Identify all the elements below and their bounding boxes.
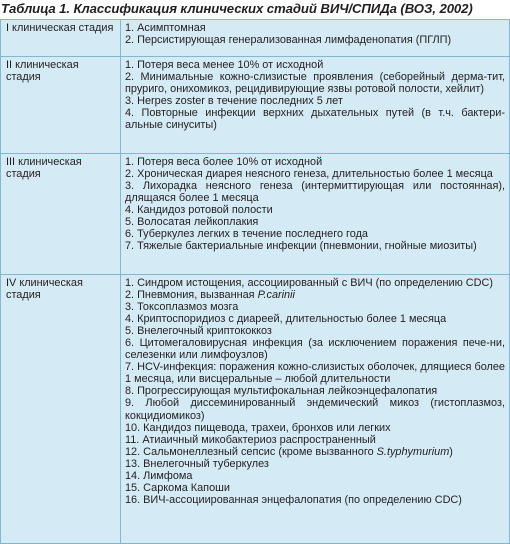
stage-items <box>125 22 505 46</box>
list-item: 4. Кандидоз ротовой полости <box>125 204 273 217</box>
stage-row <box>0 153 510 274</box>
list-item: 2. Хроническая диарея неясного генеза, длительностью более 1 месяца <box>125 168 493 181</box>
list-item: 2. Минимальные кожно-слизистые проявления (себорейный дерма-тит, пруриго, онихомикоз, рецидивирующие язвы ротовой полости, хейлит) <box>125 71 505 96</box>
table-title: Таблица 1. Классификация клинических стадий ВИЧ/СПИДа (ВОЗ, 2002) <box>1 1 473 16</box>
list-item: 12. Сальмонеллезный сепсис (кроме вызванного S.typhymurium) <box>125 445 453 458</box>
list-item: 10. Кандидоз пищевода, трахеи, бронхов или легких <box>125 421 391 434</box>
stage-row <box>0 56 510 153</box>
list-item: 1. Потеря веса менее 10% от исходной <box>125 59 324 71</box>
species-name: P.carinii <box>257 289 295 302</box>
stage-label: IV клиническая стадия <box>6 277 83 301</box>
list-item: 6. Туберкулез легких в течение последнего года <box>125 228 368 241</box>
list-item: 2. Пневмония, вызванная P.carinii <box>125 289 295 302</box>
list-item: 3. Herpes zoster в течение последних 5 лет <box>125 95 343 108</box>
stage-items <box>125 156 505 252</box>
list-item: 4. Повторные инфекции верхних дыхательных путей (в т.ч. бактери-альные синуситы) <box>125 107 505 132</box>
stage-row <box>0 19 510 56</box>
list-item: 7. HCV-инфекция: поражения кожно-слизистых оболочек, длящиеся более 1 месяца, или висцеральные – любой длительности <box>125 361 505 386</box>
list-item: 15. Саркома Капоши <box>125 481 230 494</box>
list-item: 7. Тяжелые бактериальные инфекции (пневмонии, гнойные миозиты) <box>125 240 477 253</box>
species-name: S.typhymurium <box>376 445 450 458</box>
list-item: 3. Токсоплазмоз мозга <box>125 301 239 314</box>
list-item: 9. Любой диссеминированный эндемический микоз (гистоплазмоз, кокцидиомикоз) <box>125 397 505 422</box>
stage-label: II клиническая стадия <box>6 59 79 83</box>
classification-table <box>0 19 510 544</box>
list-item: 4. Криптоспоридиоз с диареей, длительностью более 1 месяца <box>125 313 447 326</box>
stage-row <box>0 274 510 544</box>
list-item: 8. Прогрессирующая мультифокальная лейкоэнцефалопатия <box>125 385 438 398</box>
list-item: 1. Потеря веса более 10% от исходной <box>125 156 323 168</box>
list-item: 13. Внелегочный туберкулез <box>125 457 269 470</box>
list-item: 5. Внелегочный криптококкоз <box>125 325 272 338</box>
stage-label: I клиническая стадия <box>6 22 114 34</box>
list-item: 16. ВИЧ-ассоциированная энцефалопатия (по определению CDC) <box>125 493 462 506</box>
list-item: 5. Волосатая лейкоплакия <box>125 216 259 229</box>
list-item: 1. Асимптомная <box>125 22 206 34</box>
list-item: 3. Лихорадка неясного генеза (интермиттирующая или постоянная), длящаяся более 1 месяца <box>125 180 505 205</box>
list-item: 1. Синдром истощения, ассоциированный с ВИЧ (по определению CDC) <box>125 277 494 289</box>
stage-items <box>125 277 505 506</box>
list-item: 2. Персистирующая генерализованная лимфаденопатия (ПГЛП) <box>125 34 452 47</box>
stage-label: III клиническая стадия <box>6 156 82 180</box>
list-item: 14. Лимфома <box>125 469 193 482</box>
list-item: 6. Цитомегаловирусная инфекция (за исключением поражения пече-ни, селезенки или лимфоузлов) <box>125 337 505 362</box>
list-item: 11. Атиаичный микобактериоз распространенный <box>125 433 376 446</box>
stage-items <box>125 59 505 131</box>
